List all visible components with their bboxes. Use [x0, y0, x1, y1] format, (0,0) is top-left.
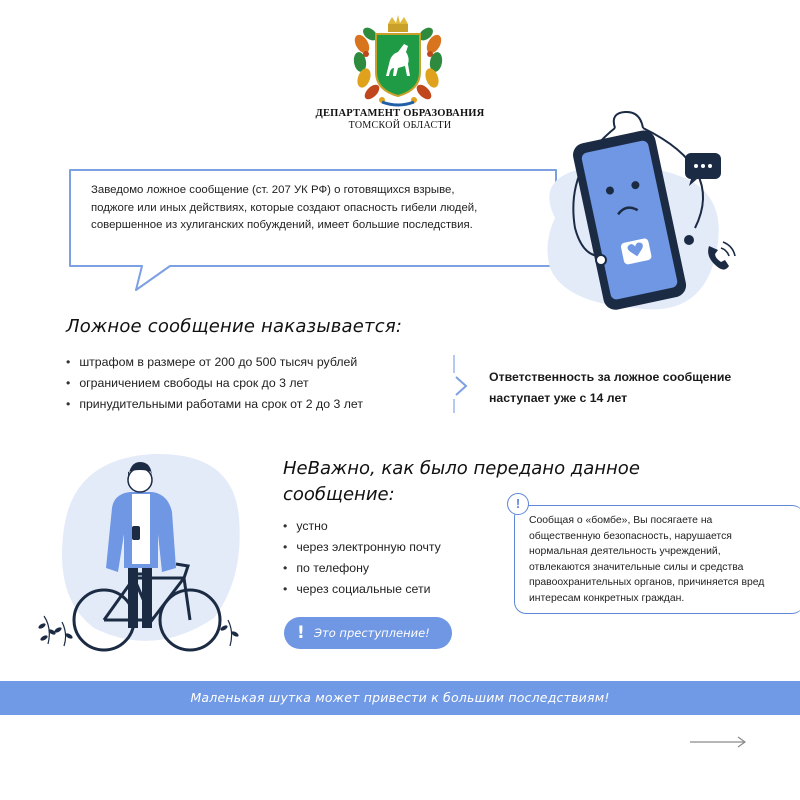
department-line2: ТОМСКОЙ ОБЛАСТИ [348, 120, 452, 131]
bottom-banner: Маленькая шутка может привести к большим последствиям! [0, 681, 800, 715]
list-item: • штрафом в размере от 200 до 500 тысяч рублей [66, 352, 363, 373]
person-with-bicycle-illustration [34, 448, 254, 658]
crime-button[interactable] [284, 617, 452, 649]
plant-right-icon [220, 620, 240, 646]
list-item: • через электронную почту [283, 537, 441, 558]
channels-list [283, 516, 441, 600]
list-item: • принудительными работами на срок от 2 до 3 лет [66, 394, 363, 415]
department-line1: ДЕПАРТАМЕНТ ОБРАЗОВАНИЯ [315, 108, 485, 119]
chevron-divider-icon [450, 355, 474, 415]
crown-icon [388, 15, 408, 32]
department-title [300, 108, 500, 131]
plant-left-icon [38, 616, 74, 646]
tomsk-coat-of-arms-logo [352, 14, 444, 108]
sad-phone-illustration [515, 108, 745, 338]
list-item: • ограничением свободы на срок до 3 лет [66, 373, 363, 394]
age-responsibility-note: Ответственность за ложное сообщение наступает уже с 14 лет [489, 370, 732, 405]
channels-heading: НеВажно, как было передано данное сообщение: [283, 458, 640, 505]
list-item: • через социальные сети [283, 579, 441, 600]
warning-text: Сообщая о «бомбе», Вы посягаете на общественную безопасность, нарушается нормальная деятельность учреждений, отвлекаются значительные силы и средства правоохранительных органов, причиняется вред интересам конкретных граждан. [529, 515, 765, 604]
punishment-list [66, 352, 363, 415]
crime-button-label: Это преступление! [314, 626, 430, 640]
arrow-right-icon[interactable] [688, 734, 748, 750]
intro-text: Заведомо ложное сообщение (ст. 207 УК РФ) о готовящихся взрыве, поджоге или иных действиях, которые создают опасность гибели людей, совершенное из хулиганских побуждений, имеет большие последствия. [91, 184, 478, 231]
list-item: • по телефону [283, 558, 441, 579]
exclamation-icon: ! [507, 493, 529, 515]
list-item: • устно [283, 516, 441, 537]
exclamation-icon: ! [297, 623, 305, 643]
punishment-heading: Ложное сообщение наказывается: [66, 316, 403, 337]
